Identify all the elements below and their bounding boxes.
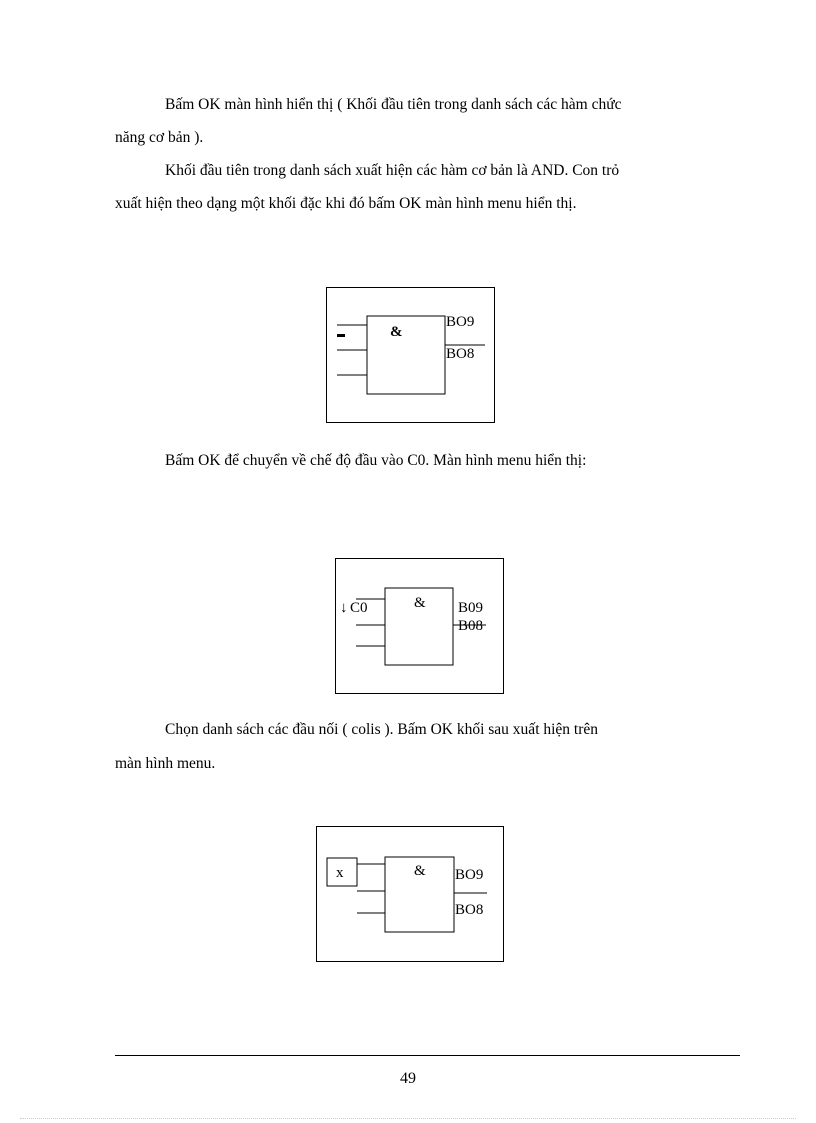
output-label-bottom-3: BO8 xyxy=(455,902,484,918)
and-symbol-3: & xyxy=(414,863,426,879)
input-box-x: x xyxy=(336,865,344,881)
paragraph-4-line-1: Chọn danh sách các đầu nối ( colis ). Bấm OK khối sau xuất hiện trên xyxy=(165,721,599,738)
cursor-arrow-icon: ↓ xyxy=(340,600,348,616)
figure-and-block-2 xyxy=(335,558,504,694)
footer-divider xyxy=(115,1055,740,1056)
and-symbol-2: & xyxy=(414,595,426,611)
output-label-top-1: BO9 xyxy=(446,314,475,330)
paragraph-1-line-1: Bấm OK màn hình hiển thị ( Khối đầu tiên trong danh sách các hàm chức xyxy=(165,96,622,113)
output-label-bottom-1: BO8 xyxy=(446,346,475,362)
paragraph-1-line-2: năng cơ bản ). xyxy=(115,129,204,146)
input-label-c0: C0 xyxy=(350,600,368,616)
paragraph-4-line-2: màn hình menu. xyxy=(115,755,216,772)
page-number: 49 xyxy=(400,1070,416,1087)
and-gate-diagram-3 xyxy=(317,827,503,961)
paragraph-2-line-2: xuất hiện theo dạng một khối đặc khi đó bấm OK màn hình menu hiển thị. xyxy=(115,195,577,212)
figure-and-block-1 xyxy=(326,287,495,423)
figure-and-block-3 xyxy=(316,826,504,962)
output-label-bottom-2: B08 xyxy=(458,618,484,634)
paragraph-3: Bấm OK để chuyển về chế độ đầu vào C0. Màn hình menu hiển thị: xyxy=(165,452,587,469)
output-label-top-3: BO9 xyxy=(455,867,484,883)
and-symbol-1: & xyxy=(390,324,403,340)
paragraph-2-line-1: Khối đầu tiên trong danh sách xuất hiện các hàm cơ bản là AND. Con trỏ xyxy=(165,162,620,179)
output-label-top-2: B09 xyxy=(458,600,484,616)
page-edge-dotted-line xyxy=(20,1118,796,1119)
